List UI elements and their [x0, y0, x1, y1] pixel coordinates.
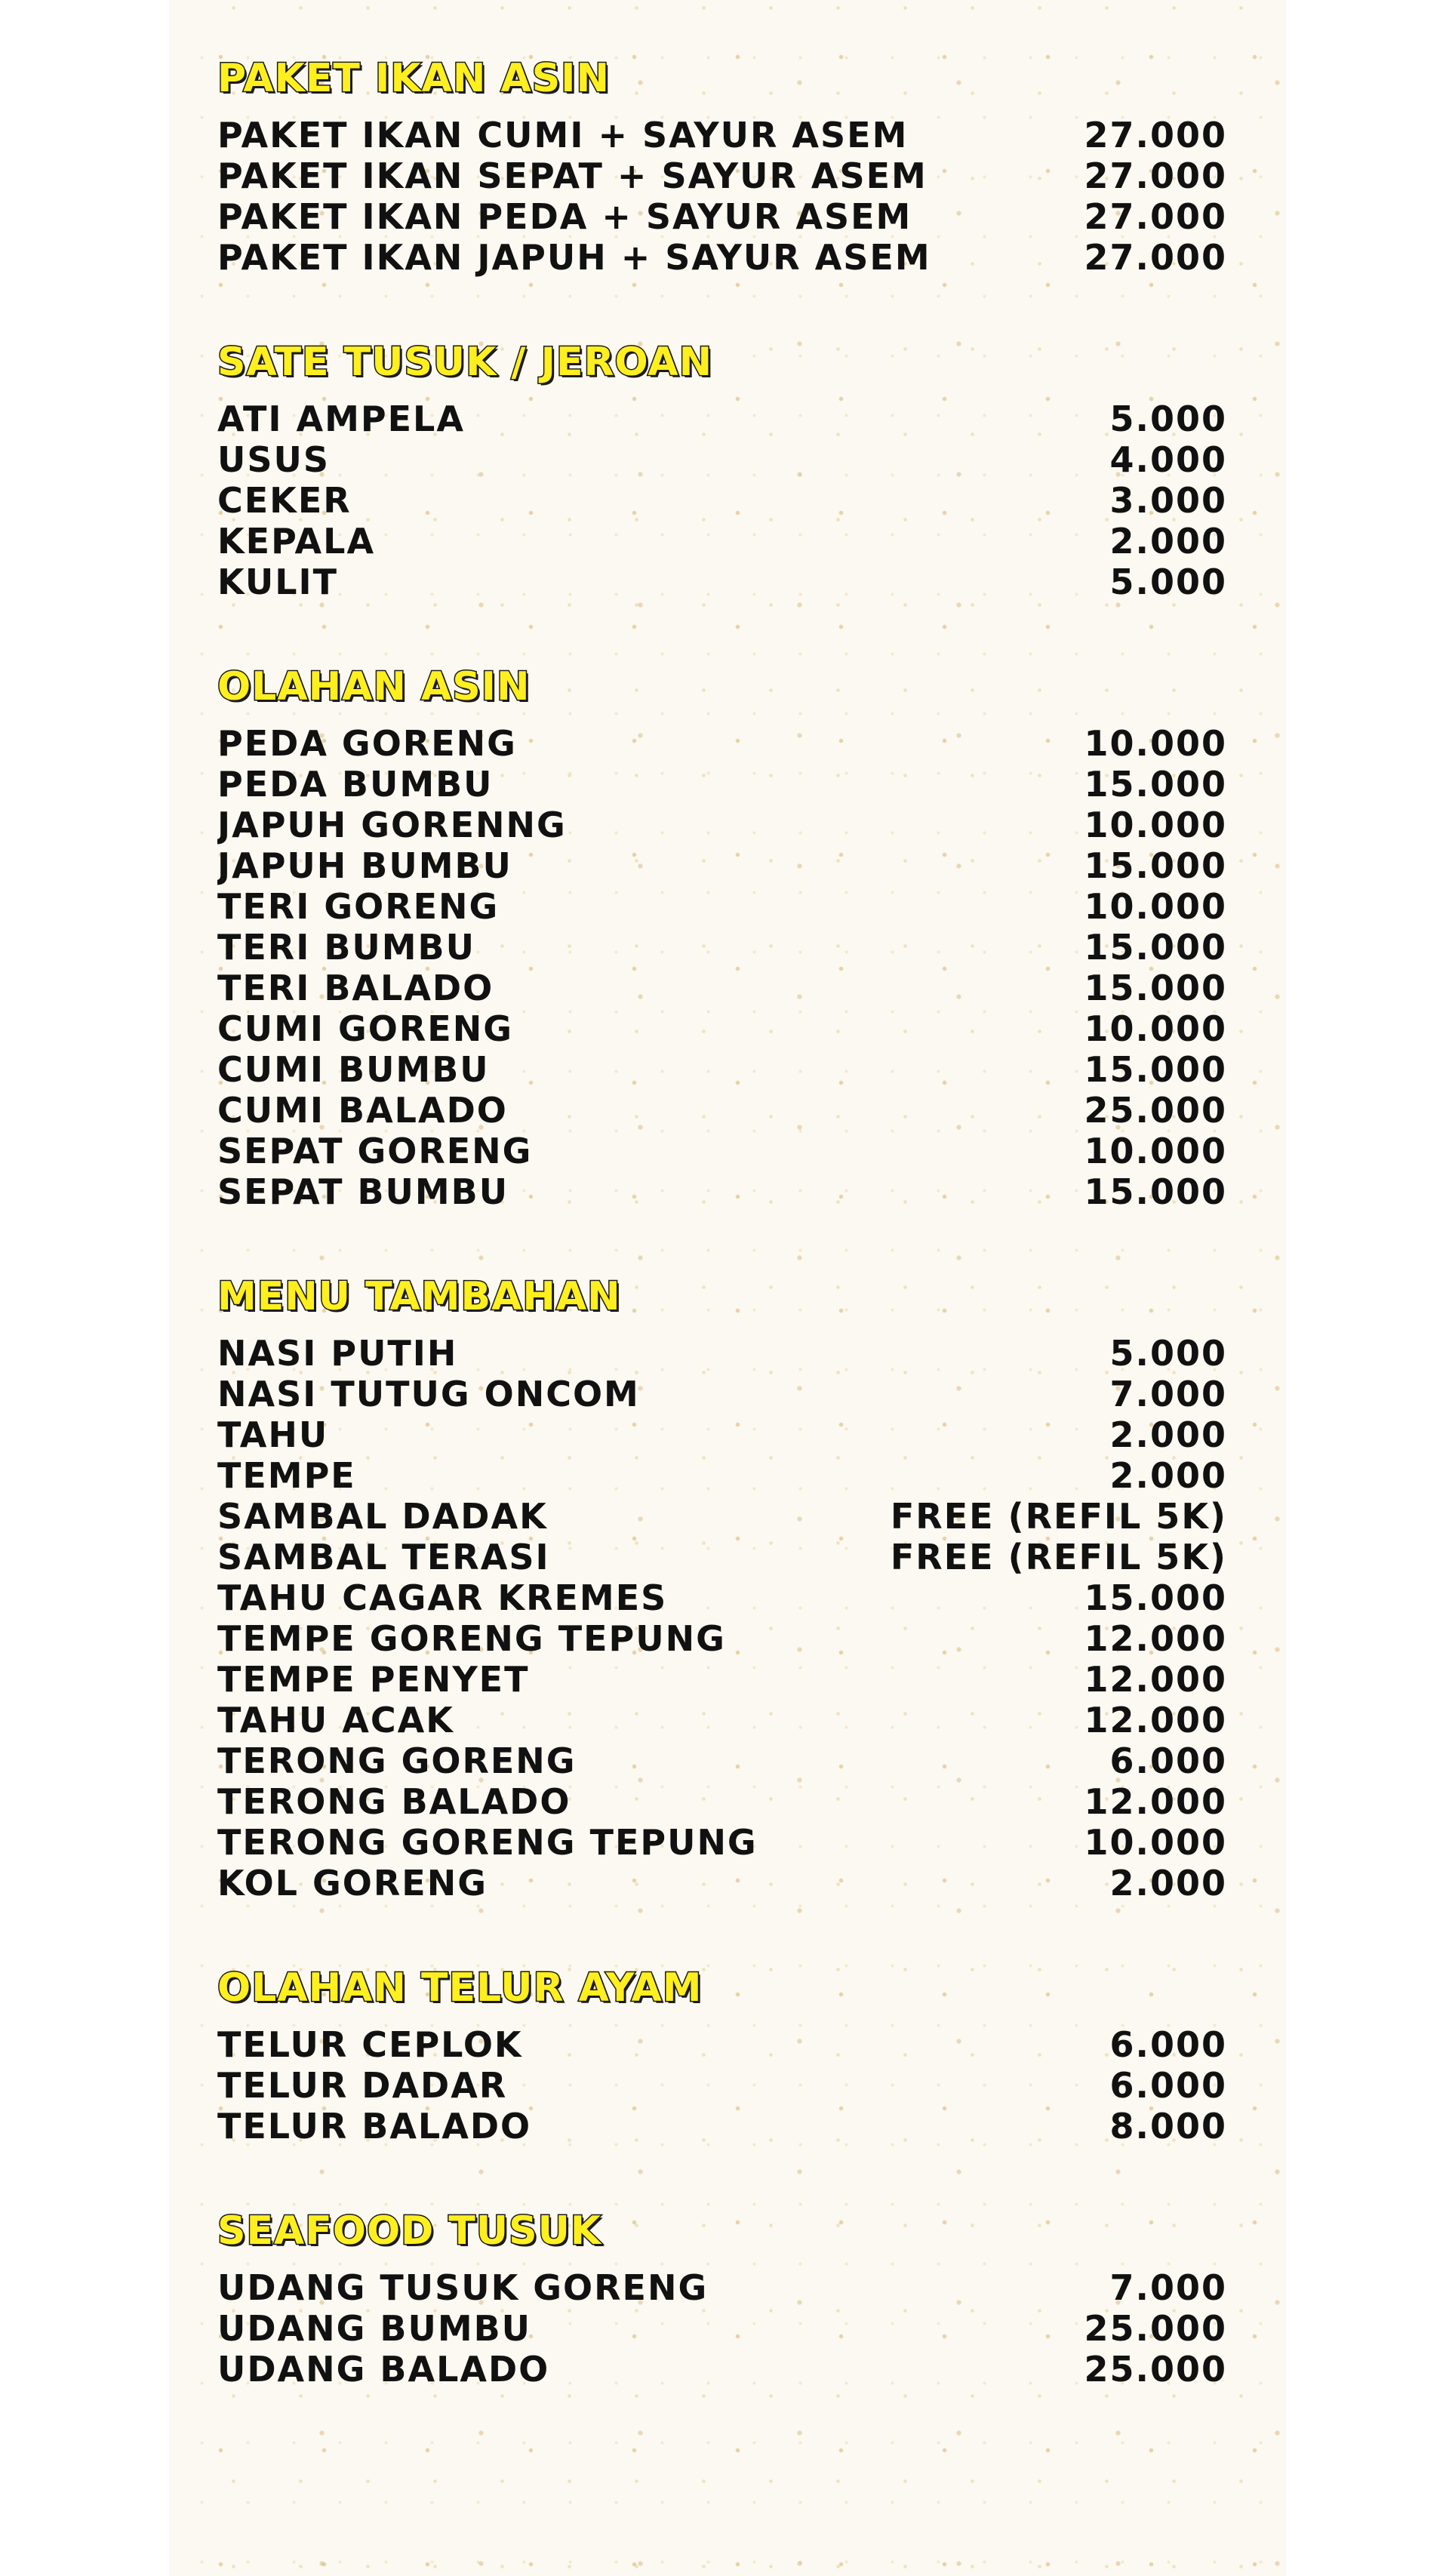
- menu-item: [217, 764, 1227, 805]
- item-list: [217, 2267, 1227, 2390]
- item-price: 15.000: [1084, 1577, 1227, 1618]
- menu-item: [217, 1496, 1227, 1537]
- item-name: TERONG GORENG: [217, 1740, 577, 1781]
- menu-item: [217, 1740, 1227, 1781]
- menu-item: [217, 521, 1227, 562]
- item-price: 6.000: [1109, 1740, 1227, 1781]
- section-title: OLAHAN ASIN: [217, 664, 531, 709]
- item-name: TELUR CEPLOK: [217, 2024, 523, 2065]
- item-name: TELUR BALADO: [217, 2106, 532, 2147]
- item-price: 2.000: [1109, 1455, 1227, 1496]
- item-name: SAMBAL DADAK: [217, 1496, 548, 1537]
- item-price: 27.000: [1084, 237, 1227, 278]
- item-price: 6.000: [1109, 2065, 1227, 2106]
- menu-item: [217, 927, 1227, 968]
- item-price: 12.000: [1084, 1659, 1227, 1700]
- menu-item: [217, 439, 1227, 480]
- item-name: TERI BALADO: [217, 968, 494, 1008]
- menu-item: [217, 968, 1227, 1008]
- menu-item: [217, 1090, 1227, 1131]
- item-price: 15.000: [1084, 968, 1227, 1008]
- menu-item: [217, 1008, 1227, 1049]
- item-list: [217, 399, 1227, 602]
- item-name: UDANG BALADO: [217, 2349, 550, 2390]
- item-name: TERI BUMBU: [217, 927, 475, 968]
- item-name: UDANG BUMBU: [217, 2308, 532, 2349]
- item-name: CEKER: [217, 480, 352, 521]
- item-price: 10.000: [1084, 1008, 1227, 1049]
- section-olahan-asin: [217, 660, 1227, 1212]
- menu-item: [217, 2065, 1227, 2106]
- item-price: 5.000: [1109, 399, 1227, 439]
- item-name: TERONG BALADO: [217, 1781, 571, 1822]
- item-price: 25.000: [1084, 2349, 1227, 2390]
- item-price: 6.000: [1109, 2024, 1227, 2065]
- menu-content: [217, 51, 1227, 2447]
- item-name: USUS: [217, 439, 330, 480]
- menu-item: [217, 1374, 1227, 1414]
- item-name: TEMPE: [217, 1455, 356, 1496]
- item-name: PEDA BUMBU: [217, 764, 494, 805]
- item-price: 10.000: [1084, 1131, 1227, 1171]
- item-price: FREE (REFIL 5K): [890, 1537, 1227, 1577]
- item-name: TAHU ACAK: [217, 1700, 454, 1740]
- item-name: TAHU CAGAR KREMES: [217, 1577, 668, 1618]
- item-name: SEPAT BUMBU: [217, 1171, 509, 1212]
- item-price: 7.000: [1109, 2267, 1227, 2308]
- item-price: 15.000: [1084, 927, 1227, 968]
- item-price: 4.000: [1109, 439, 1227, 480]
- item-name: PAKET IKAN CUMI + SAYUR ASEM: [217, 115, 909, 155]
- section-sate-tusuk-jeroan: [217, 335, 1227, 602]
- item-name: CUMI BALADO: [217, 1090, 508, 1131]
- menu-item: [217, 1659, 1227, 1700]
- item-price: 10.000: [1084, 805, 1227, 845]
- section-title: OLAHAN TELUR AYAM: [217, 1965, 703, 2011]
- item-price: 2.000: [1109, 1863, 1227, 1904]
- section-menu-tambahan: [217, 1270, 1227, 1904]
- item-price: 27.000: [1084, 155, 1227, 196]
- menu-item: [217, 1618, 1227, 1659]
- item-list: [217, 723, 1227, 1212]
- menu-item: [217, 2106, 1227, 2147]
- item-name: KEPALA: [217, 521, 376, 562]
- section-seafood-tusuk: [217, 2204, 1227, 2390]
- item-price: 15.000: [1084, 1049, 1227, 1090]
- item-price: 15.000: [1084, 764, 1227, 805]
- item-price: 8.000: [1109, 2106, 1227, 2147]
- item-name: NASI PUTIH: [217, 1333, 458, 1374]
- section-title: SEAFOOD TUSUK: [217, 2208, 602, 2254]
- item-price: 2.000: [1109, 1414, 1227, 1455]
- section-paket-ikan-asin: [217, 51, 1227, 278]
- item-price: 7.000: [1109, 1374, 1227, 1414]
- menu-item: [217, 1537, 1227, 1577]
- item-name: PAKET IKAN SEPAT + SAYUR ASEM: [217, 155, 928, 196]
- menu-item: [217, 2308, 1227, 2349]
- menu-item: [217, 480, 1227, 521]
- item-price: 12.000: [1084, 1618, 1227, 1659]
- item-name: PAKET IKAN PEDA + SAYUR ASEM: [217, 196, 912, 237]
- item-price: 10.000: [1084, 723, 1227, 764]
- menu-item: [217, 155, 1227, 196]
- menu-item: [217, 1414, 1227, 1455]
- menu-item: [217, 196, 1227, 237]
- menu-item: [217, 1577, 1227, 1618]
- menu-item: [217, 845, 1227, 886]
- item-name: ATI AMPELA: [217, 399, 465, 439]
- section-title: MENU TAMBAHAN: [217, 1274, 621, 1319]
- item-name: UDANG TUSUK GORENG: [217, 2267, 709, 2308]
- menu-item: [217, 1822, 1227, 1863]
- item-price: 27.000: [1084, 115, 1227, 155]
- menu-panel: [169, 0, 1286, 2576]
- item-price: 12.000: [1084, 1781, 1227, 1822]
- menu-item: [217, 723, 1227, 764]
- item-name: SEPAT GORENG: [217, 1131, 533, 1171]
- item-price: 2.000: [1109, 521, 1227, 562]
- item-name: CUMI GORENG: [217, 1008, 513, 1049]
- section-title: SATE TUSUK / JEROAN: [217, 340, 713, 385]
- menu-item: [217, 1171, 1227, 1212]
- menu-item: [217, 1049, 1227, 1090]
- menu-item: [217, 1700, 1227, 1740]
- menu-item: [217, 805, 1227, 845]
- item-list: [217, 115, 1227, 278]
- item-list: [217, 1333, 1227, 1904]
- item-name: SAMBAL TERASI: [217, 1537, 550, 1577]
- menu-item: [217, 1781, 1227, 1822]
- item-price: 5.000: [1109, 562, 1227, 602]
- menu-item: [217, 2349, 1227, 2390]
- item-name: TAHU: [217, 1414, 329, 1455]
- item-price: 3.000: [1109, 480, 1227, 521]
- menu-item: [217, 562, 1227, 602]
- menu-item: [217, 1333, 1227, 1374]
- section-title: PAKET IKAN ASIN: [217, 56, 611, 101]
- item-name: NASI TUTUG ONCOM: [217, 1374, 640, 1414]
- item-price: 12.000: [1084, 1700, 1227, 1740]
- item-name: JAPUH GORENNG: [217, 805, 567, 845]
- section-olahan-telur-ayam: [217, 1961, 1227, 2147]
- item-price: 25.000: [1084, 1090, 1227, 1131]
- item-list: [217, 2024, 1227, 2147]
- item-name: TERONG GORENG TEPUNG: [217, 1822, 758, 1863]
- item-name: TERI GORENG: [217, 886, 500, 927]
- menu-item: [217, 2024, 1227, 2065]
- item-price: 25.000: [1084, 2308, 1227, 2349]
- menu-item: [217, 1455, 1227, 1496]
- menu-item: [217, 1863, 1227, 1904]
- item-price: 15.000: [1084, 1171, 1227, 1212]
- item-price: 15.000: [1084, 845, 1227, 886]
- item-price: 27.000: [1084, 196, 1227, 237]
- item-price: FREE (REFIL 5K): [890, 1496, 1227, 1537]
- menu-item: [217, 1131, 1227, 1171]
- item-name: JAPUH BUMBU: [217, 845, 512, 886]
- item-name: KOL GORENG: [217, 1863, 488, 1904]
- item-name: TEMPE GORENG TEPUNG: [217, 1618, 726, 1659]
- menu-item: [217, 399, 1227, 439]
- item-name: TELUR DADAR: [217, 2065, 508, 2106]
- item-name: TEMPE PENYET: [217, 1659, 530, 1700]
- menu-item: [217, 886, 1227, 927]
- menu-item: [217, 237, 1227, 278]
- item-name: PAKET IKAN JAPUH + SAYUR ASEM: [217, 237, 931, 278]
- item-price: 10.000: [1084, 1822, 1227, 1863]
- item-name: PEDA GORENG: [217, 723, 517, 764]
- item-name: CUMI BUMBU: [217, 1049, 490, 1090]
- item-price: 5.000: [1109, 1333, 1227, 1374]
- item-price: 10.000: [1084, 886, 1227, 927]
- menu-item: [217, 2267, 1227, 2308]
- menu-item: [217, 115, 1227, 155]
- item-name: KULIT: [217, 562, 338, 602]
